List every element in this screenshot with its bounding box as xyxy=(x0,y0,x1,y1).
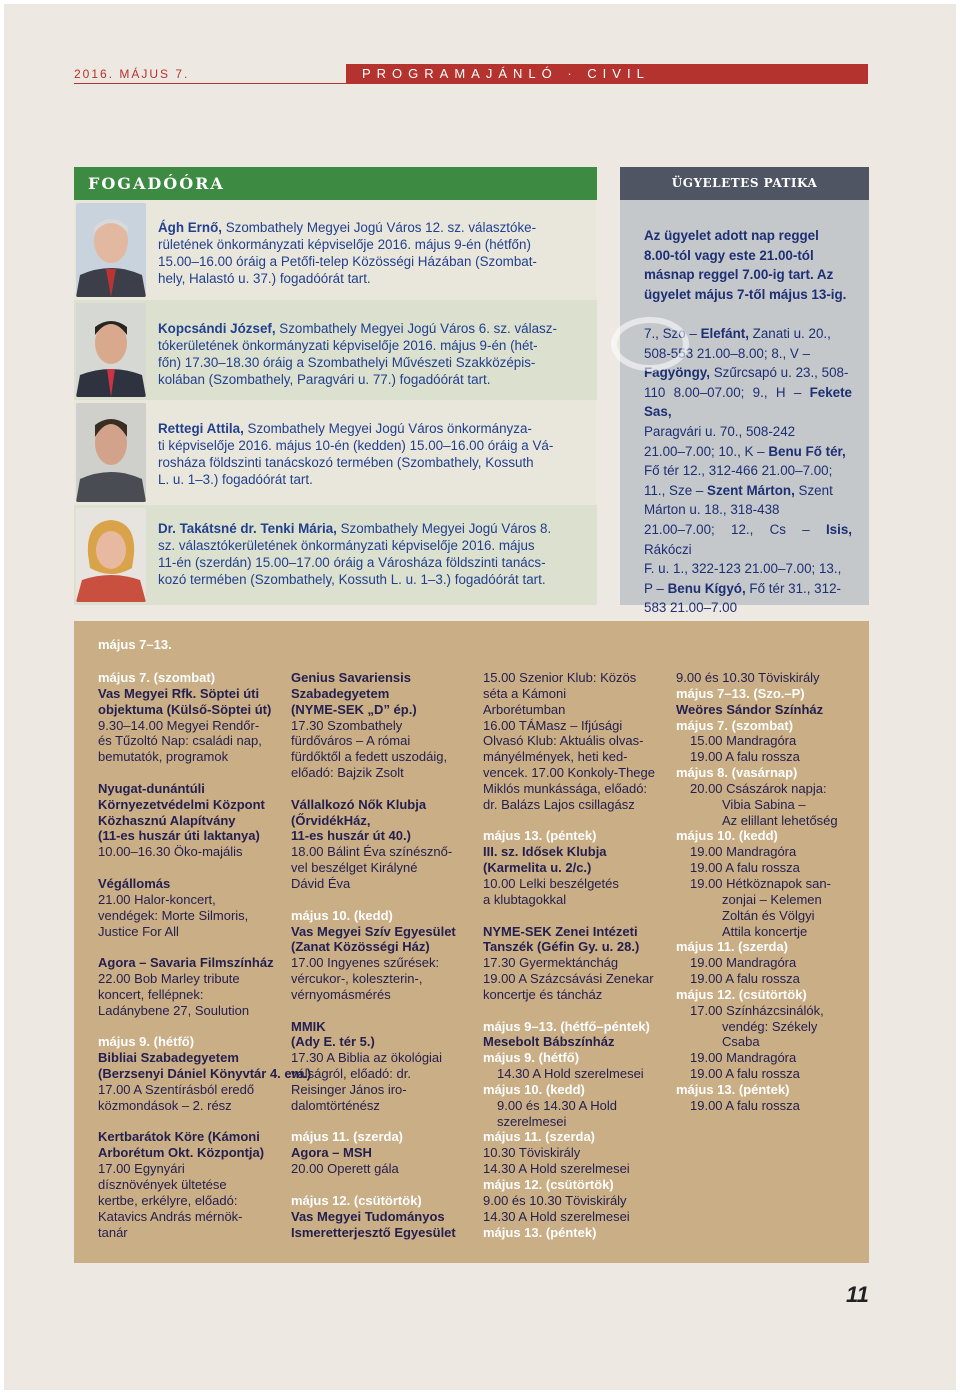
program-venue: (Zanat Közösségi Ház) xyxy=(291,939,430,955)
program-date-heading: május 9. (hétfő) xyxy=(98,1034,195,1050)
program-item: vendégek: Morte Silmoris, xyxy=(98,907,249,923)
fogadoora-entry xyxy=(74,300,597,400)
program-item: 22.00 Bob Marley tribute xyxy=(98,971,240,987)
spacer xyxy=(291,1177,471,1193)
page-number: 11 xyxy=(846,1282,869,1307)
program-item: válságról, előadó: dr. xyxy=(291,1066,411,1082)
program-venue: III. sz. Idősek Klubja xyxy=(483,844,607,860)
patika-line: 583 21.00–7.00 xyxy=(644,600,738,616)
program-item: 14.30 A Hold szerelmesei xyxy=(497,1066,644,1082)
host-name: Kopcsándi József, xyxy=(158,321,276,336)
program-venue: Tanszék (Géfin Gy. u. 28.) xyxy=(483,939,640,955)
program-column-3 xyxy=(483,670,663,1240)
program-item: közmondások – 2. rész xyxy=(98,1097,232,1113)
program-item: 19.00 A falu rossza xyxy=(690,860,800,876)
program-item: 19.00 Mandragóra xyxy=(690,844,797,860)
patika-line: P – Benu Kígyó, Fő tér 31., 312- xyxy=(644,580,841,596)
program-date-heading: május 8. (vasárnap) xyxy=(676,765,798,781)
program-item: vencek. 17.00 Konkoly-Thege xyxy=(483,765,655,781)
patika-line: 508-553 21.00–8.00; 8., V – xyxy=(644,345,811,361)
program-venue: Környezetvédelmi Központ xyxy=(98,796,265,812)
patika-line: 110 8.00–07.00; 9., H – Fekete Sas, xyxy=(644,384,852,420)
program-item: Vibia Sabina – xyxy=(722,796,806,812)
patika-line: Márton u. 18., 318-438 xyxy=(644,502,780,518)
program-venue: (11-es huszár úti laktanya) xyxy=(98,828,260,844)
program-item: dísznövények ültetése xyxy=(98,1177,227,1192)
program-venue: NYME-SEK Zenei Intézeti xyxy=(483,923,638,939)
pharmacy-watermark-icon xyxy=(610,314,690,374)
program-item: Ladánybene 27, Soulution xyxy=(98,1002,250,1018)
program-item: 17.00 Színházcsinálók, xyxy=(690,1002,824,1018)
portrait-photo xyxy=(76,508,146,602)
program-date-heading: május 11. (szerda) xyxy=(676,939,788,955)
program-item: 17.30 Gyermektánchág xyxy=(483,955,619,971)
program-item: Az elillant lehetőség xyxy=(722,812,838,828)
program-box xyxy=(74,621,869,1263)
program-venue: Kertbarátok Köre (Kámoni xyxy=(98,1129,260,1145)
spacer xyxy=(483,813,663,829)
program-item: vel beszélget Királyné xyxy=(291,860,418,876)
header-divider xyxy=(74,83,868,84)
program-date-heading: május 11. (szerda) xyxy=(291,1129,403,1145)
program-item: 9.00 és 14.30 A Hold xyxy=(497,1097,617,1113)
program-item: mányélmények, heti ked- xyxy=(483,749,628,765)
program-item: vérnyomásmérés xyxy=(291,986,391,1002)
program-venue: Vas Megyei Szív Egyesület xyxy=(291,923,456,939)
program-item: 18.00 Bálint Éva színésznő- xyxy=(291,844,453,860)
program-item: 19.00 A falu rossza xyxy=(690,1097,800,1113)
program-item: 17.00 Ingyenes szűrések: xyxy=(291,955,440,971)
program-date-heading: május 13. (péntek) xyxy=(483,828,597,844)
portrait-photo xyxy=(76,403,146,502)
program-item: 19.00 A falu rossza xyxy=(690,1066,800,1082)
fogadoora-text: Rettegi Attila, Szombathely Megyei Jogú Város önkormányza- ti képviselője 2016. május 10-én (kedden) 15.00–16.00 óráig a Vá- rosháza földszinti tanácskozó termében (Szombathely, Kossuth L. u. 1–3.) fogadóórát tart. xyxy=(158,421,554,487)
portrait-photo xyxy=(76,303,146,397)
program-item: 14.30 A Hold szerelmesei xyxy=(483,1208,630,1224)
program-item: Miklós munkássága, előadó: xyxy=(483,780,648,796)
patika-line: F. u. 1., 322-123 21.00–7.00; 13., xyxy=(644,561,842,577)
program-item: Olvasó Klub: Aktuális olvas- xyxy=(483,733,644,749)
program-venue: Közhasznú Alapítvány xyxy=(98,812,236,828)
program-date-heading: május 11. (szerda) xyxy=(483,1129,595,1145)
program-date-heading: május 10. (kedd) xyxy=(291,907,393,923)
program-item: 19.00 A falu rossza xyxy=(690,749,800,765)
program-venue: Vas Megyei Rfk. Söptei úti xyxy=(98,685,260,701)
program-item: 9.30–14.00 Megyei Rendőr- xyxy=(98,717,260,733)
program-item: 16.00 TÁMasz – Ifjúsági xyxy=(483,717,623,733)
program-date-heading: május 9. (hétfő) xyxy=(483,1050,580,1066)
program-venue: 11-es huszár út 40.) xyxy=(291,828,411,844)
program-venue: Arborétum Okt. Központja) xyxy=(98,1145,265,1161)
program-item: 19.00 Mandragóra xyxy=(690,1050,797,1066)
program-item: vendég: Székely xyxy=(722,1018,818,1034)
program-date-heading: május 7–13. (Szo.–P) xyxy=(676,685,805,701)
program-item: fürdőváros – A római xyxy=(291,733,411,749)
fogadoora-entry xyxy=(74,400,597,505)
program-item: Zoltán és Völgyi xyxy=(722,907,815,923)
program-date-heading: május 7. (szombat) xyxy=(98,670,216,685)
patika-line: 21.00–7.00; 10., K – Benu Fő tér, xyxy=(644,443,846,459)
host-name: Ágh Ernő, xyxy=(158,220,222,235)
header-date: 2016. MÁJUS 7. xyxy=(74,67,190,81)
spacer xyxy=(291,781,471,797)
program-item: 10.00 Lelki beszélgetés xyxy=(483,875,619,891)
spacer xyxy=(98,765,278,781)
program-column-4 xyxy=(676,670,856,1114)
program-item: szerelmesei xyxy=(497,1113,567,1129)
spacer xyxy=(98,860,278,876)
program-item: Attila koncertje xyxy=(722,923,808,939)
program-item: koncertje és táncház xyxy=(483,986,603,1002)
program-item: kertbe, erkélyre, előadó: xyxy=(98,1192,238,1208)
program-date-heading: május 12. (csütörtök) xyxy=(291,1192,422,1208)
program-item: 20.00 Császárok napja: xyxy=(690,780,827,796)
program-item: Csaba xyxy=(722,1034,760,1050)
program-item: zonjai – Kelemen xyxy=(722,891,822,907)
spacer xyxy=(291,1114,471,1130)
patika-line: Paragvári u. 70., 508-242 xyxy=(644,423,796,439)
program-item: 9.00 és 10.30 Töviskirály xyxy=(483,1192,627,1208)
program-item: 17.30 Szombathely xyxy=(291,717,403,733)
program-item: és Tűzoltó Nap: családi nap, xyxy=(98,733,262,749)
fogadoora-title: FOGADÓÓRA xyxy=(74,167,597,200)
program-date-heading: május 13. (péntek) xyxy=(483,1224,597,1240)
program-venue: (Ady E. tér 5.) xyxy=(291,1034,375,1050)
spacer xyxy=(483,908,663,924)
program-item: a klubtagokkal xyxy=(483,891,567,907)
program-item: 17.00 A Szentírásból eredő xyxy=(98,1081,255,1097)
program-venue: Genius Savariensis xyxy=(291,670,411,685)
program-venue: Vállalkozó Nők Klubja xyxy=(291,796,427,812)
fogadoora-text: Ágh Ernő, Szombathely Megyei Jogú Város 12. sz. választóke- rületének önkormányzati képviselője 2016. május 9-én (hétfőn) 15.00–16.00 óráig a Petőfi-telep Közösségi Házában (Szombat- hely, Halastó u. 37.) fogadóórát tart. xyxy=(158,220,537,286)
spacer xyxy=(291,892,471,908)
program-item: 20.00 Operett gála xyxy=(291,1161,399,1177)
patika-line: Fagyöngy, Szűrcsapó u. 23., 508- xyxy=(644,365,849,381)
program-item: 19.00 A falu rossza xyxy=(690,971,800,987)
program-column-2 xyxy=(291,670,471,1240)
spacer xyxy=(98,939,278,955)
program-item: 10.30 Töviskirály xyxy=(483,1145,581,1161)
program-item: 17.00 Egynyári xyxy=(98,1161,185,1177)
program-item: Reisinger János iro- xyxy=(291,1081,407,1097)
patika-title: ÜGYELETES PATIKA xyxy=(620,167,869,200)
program-item: dr. Balázs Lajos csillagász xyxy=(483,796,635,812)
host-name: Dr. Takátsné dr. Tenki Mária, xyxy=(158,521,337,536)
program-venue: (Karmelita u. 2/c.) xyxy=(483,860,592,876)
host-name: Rettegi Attila, xyxy=(158,421,244,436)
spacer xyxy=(291,1003,471,1019)
spacer xyxy=(98,1114,278,1130)
fogadoora-entry xyxy=(74,505,597,605)
program-venue: Bibliai Szabadegyetem xyxy=(98,1050,239,1066)
program-venue: Vas Megyei Tudományos xyxy=(291,1208,445,1224)
patika-line: 11., Sze – Szent Márton, Szent xyxy=(644,482,833,498)
patika-line: 7., Szo – Elefánt, Zanati u. 20., xyxy=(644,326,831,341)
program-item: dalomtörténész xyxy=(291,1097,380,1113)
program-venue: Mesebolt Bábszínház xyxy=(483,1034,615,1050)
patika-line: 21.00–7.00; 12., Cs – Isis, Rákóczi xyxy=(644,521,852,557)
program-item: 14.30 A Hold szerelmesei xyxy=(483,1161,630,1177)
program-date-heading: május 7. (szombat) xyxy=(676,717,794,733)
program-item: bemutatók, programok xyxy=(98,749,229,765)
program-item: 17.30 A Biblia az ökológiai xyxy=(291,1050,443,1066)
program-venue: Weöres Sándor Színház xyxy=(676,701,824,717)
program-date-heading: május 12. (csütörtök) xyxy=(483,1177,614,1192)
portrait-photo xyxy=(76,203,146,297)
program-item: séta a Kámoni xyxy=(483,685,567,701)
program-date-heading: május 13. (péntek) xyxy=(676,1081,790,1097)
program-item: 15.00 Szenior Klub: Közös xyxy=(483,670,637,685)
program-item: 19.00 Mandragóra xyxy=(690,955,797,971)
program-item: 19.00 Hétköznapok san- xyxy=(690,875,831,891)
program-item: Dávid Éva xyxy=(291,875,351,891)
program-date-heading: május 12. (csütörtök) xyxy=(676,986,807,1002)
fogadoora-entry xyxy=(74,200,597,300)
header-section-bar: PROGRAMAJÁNLÓ · CIVIL xyxy=(346,64,868,84)
program-venue: objektuma (Külső-Söptei út) xyxy=(98,701,272,717)
program-date-range: május 7–13. xyxy=(98,637,172,652)
program-item: előadó: Bajzik Zsolt xyxy=(291,765,404,781)
program-item: koncert, fellépnek: xyxy=(98,986,204,1002)
spacer xyxy=(483,1003,663,1019)
program-venue: Agora – MSH xyxy=(291,1145,372,1161)
patika-intro: Az ügyelet adott nap reggel 8.00-tól vagy este 21.00-tól másnap reggel 7.00-ig tart. Az ügyelet május 7-től május 13-ig. xyxy=(644,228,847,302)
program-date-heading: május 10. (kedd) xyxy=(676,828,778,844)
program-venue: (NYME-SEK „D” ép.) xyxy=(291,701,417,717)
program-venue: (ŐrvidékHáz, xyxy=(291,812,371,828)
program-venue: Nyugat-dunántúli xyxy=(98,780,205,796)
program-item: vércukor-, koleszterin-, xyxy=(291,971,423,987)
spacer xyxy=(98,1019,278,1035)
fogadoora-text: Dr. Takátsné dr. Tenki Mária, Szombathely Megyei Jogú Város 8. sz. választókerületének önkormányzati képviselője 2016. május 11-én (szerdán) 15.00–17.00 óráig a Városháza földszinti tanács- kozó termében (Szombathely, Kossuth L. u. 1–3.) fogadóórát tart. xyxy=(158,521,552,587)
program-venue: Végállomás xyxy=(98,875,171,891)
fogadoora-text: Kopcsándi József, Szombathely Megyei Jogú Város 6. sz. válasz- tókerületének önkormányzati képviselője 2016. május 9-én (hét- főn) 17.30–18.30 óráig a Szombathelyi Művészeti Szakközépis- kolában (Szombathely, Paragvári u. 77.) fogadóórát tart. xyxy=(158,321,557,387)
program-item: fürdőktől a fedett uszodáig, xyxy=(291,749,448,765)
program-item: 19.00 A Százcsávási Zenekar xyxy=(483,971,654,987)
patika-panel xyxy=(620,200,869,616)
program-date-heading: május 9–13. (hétfő–péntek) xyxy=(483,1018,650,1034)
program-item: Katavics András mérnök- xyxy=(98,1208,243,1224)
program-item: Justice For All xyxy=(98,923,179,939)
program-item: 15.00 Mandragóra xyxy=(690,733,797,749)
program-venue: Ismeretterjesztő Egyesület xyxy=(291,1224,456,1240)
program-date-heading: május 10. (kedd) xyxy=(483,1081,585,1097)
program-item: tanár xyxy=(98,1224,128,1240)
program-venue: (Berzsenyi Dániel Könyvtár 4. em.) xyxy=(98,1066,312,1082)
program-item: 21.00 Halor-koncert, xyxy=(98,891,216,907)
program-item: Arborétumban xyxy=(483,701,566,717)
program-item: 10.00–16.30 Öko-majális xyxy=(98,844,243,860)
program-venue: Szabadegyetem xyxy=(291,685,390,701)
program-venue: Agora – Savaria Filmszínház xyxy=(98,955,274,971)
program-venue: MMIK xyxy=(291,1018,326,1034)
program-item: 9.00 és 10.30 Töviskirály xyxy=(676,670,820,685)
fogadoora-panel xyxy=(74,200,597,605)
patika-line: Fő tér 12., 312-466 21.00–7.00; xyxy=(644,463,833,479)
